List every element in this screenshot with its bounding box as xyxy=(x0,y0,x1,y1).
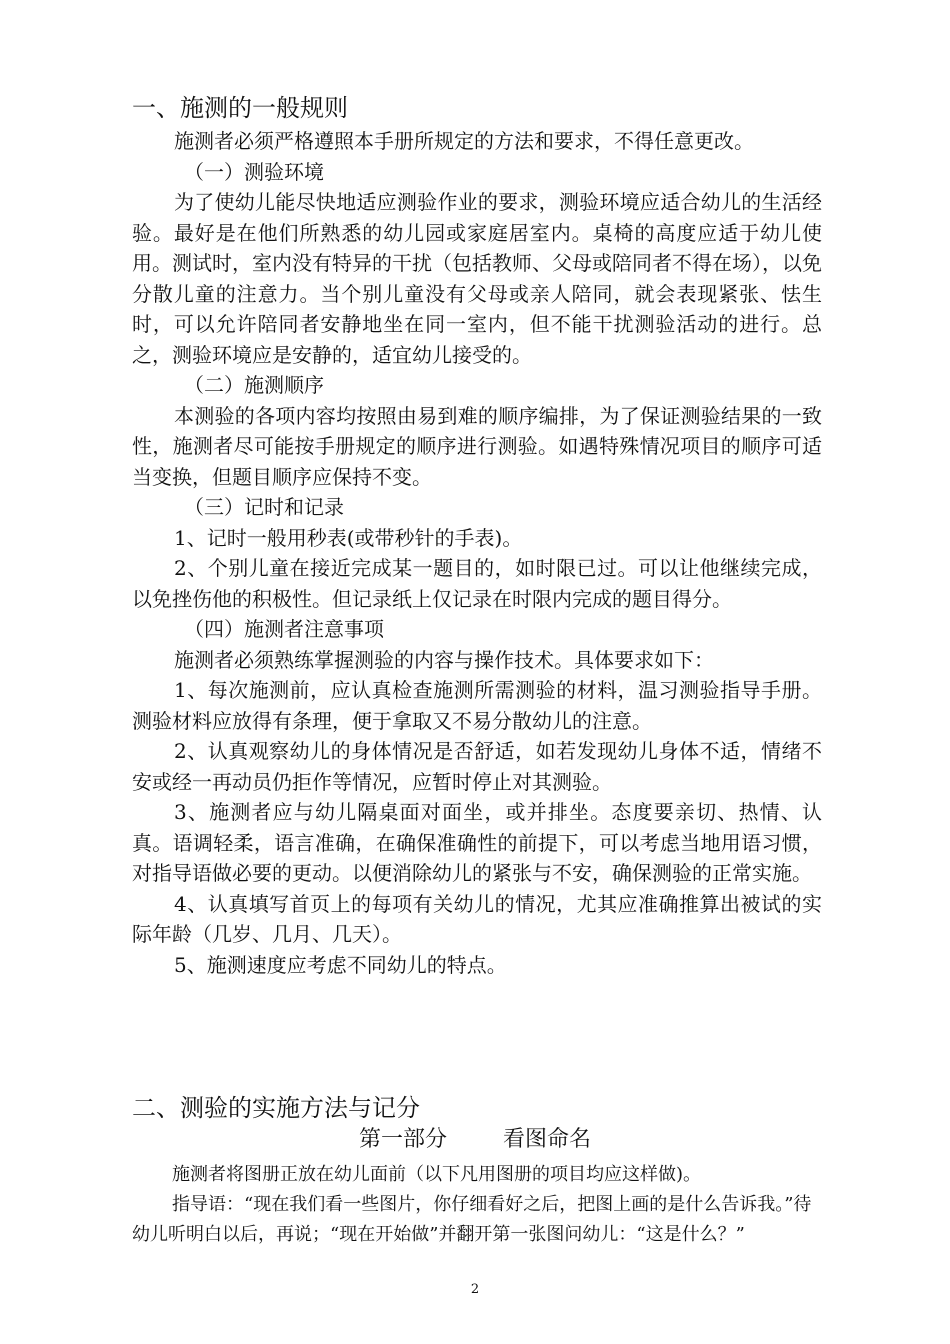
part-title-line xyxy=(0,1124,950,1156)
environment-paragraph: 为了使幼儿能尽快地适应测验作业的要求，测验环境应适合幼儿的生活经验。最好是在他们所熟悉的幼儿园或家庭居室内。桌椅的高度应适于幼儿使用。测试时，室内没有特异的干扰（包括教师、父母或陪同者不得在场），以免分散儿童的注意力。当个别儿童没有父母或亲人陪同，就会表现紧张、怯生时，可以允许陪同者安静地坐在同一室内，但不能干扰测验活动的进行。总之，测验环境应是安静的，适宜幼儿接受的。 xyxy=(132,190,822,367)
guide-paragraph: 指导语：“现在我们看一些图片，你仔细看好之后，把图上画的是什么告诉我。”待幼儿听明白以后，再说；“现在开始做”并翻开第一张图问幼儿：“这是什么？” xyxy=(132,1194,812,1245)
part-label: 第一部分 xyxy=(358,1127,447,1152)
subheading-notes: （四）施测者注意事项 xyxy=(184,617,384,641)
instruction-paragraph: 施测者将图册正放在幼儿面前（以下凡用图册的项目均应这样做)。 xyxy=(172,1164,702,1185)
section2-heading: 二、测验的实施方法与记分 xyxy=(132,1094,420,1122)
section1-heading: 一、施测的一般规则 xyxy=(132,94,348,122)
notes-item-3: 3、施测者应与幼儿隔桌面对面坐，或并排坐。态度要亲切、热情、认真。语调轻柔，语言准确，在确保准确性的前提下，可以考虑当地用语习惯，对指导语做必要的更动。以便消除幼儿的紧张与不安，确保测验的正常实施。 xyxy=(132,800,822,885)
timing-item-1: 1、记时一般用秒表(或带秒针的手表)。 xyxy=(174,525,523,550)
notes-item-4: 4、认真填写首页上的每项有关幼儿的情况，尤其应准确推算出被试的实际年龄（几岁、几月、几天）。 xyxy=(132,891,822,946)
notes-item-1: 1、每次施测前，应认真检查施测所需测验的材料，温习测验指导手册。测验材料应放得有条理，便于拿取又不易分散幼儿的注意。 xyxy=(132,678,822,733)
section1-body xyxy=(132,126,822,980)
subheading-timing: （三）记时和记录 xyxy=(184,495,344,519)
section2-body xyxy=(132,1160,822,1250)
notes-item-2: 2、认真观察幼儿的身体情况是否舒适，如若发现幼儿身体不适，情绪不安或经一再动员仍拒作等情况，应暂时停止对其测验。 xyxy=(132,739,822,794)
page-number: 2 xyxy=(470,1282,480,1297)
notes-item-5: 5、施测速度应考虑不同幼儿的特点。 xyxy=(174,952,507,977)
timing-item-2: 2、个别儿童在接近完成某一题目的，如时限已过。可以让他继续完成，以免挫伤他的积极性。但记录纸上仅记录在时限内完成的题目得分。 xyxy=(132,556,822,611)
part-title: 看图命名 xyxy=(503,1127,592,1152)
notes-intro: 施测者必须熟练掌握测验的内容与操作技术。具体要求如下： xyxy=(174,647,714,672)
rule-paragraph: 施测者必须严格遵照本手册所规定的方法和要求，不得任意更改。 xyxy=(174,129,754,153)
subheading-order: （二）施测顺序 xyxy=(184,373,324,397)
subheading-environment: （一）测验环境 xyxy=(184,159,324,184)
order-paragraph: 本测验的各项内容均按照由易到难的顺序编排，为了保证测验结果的一致性，施测者尽可能按手册规定的顺序进行测验。如遇特殊情况项目的顺序可适当变换，但题目顺序应保持不变。 xyxy=(132,403,822,489)
